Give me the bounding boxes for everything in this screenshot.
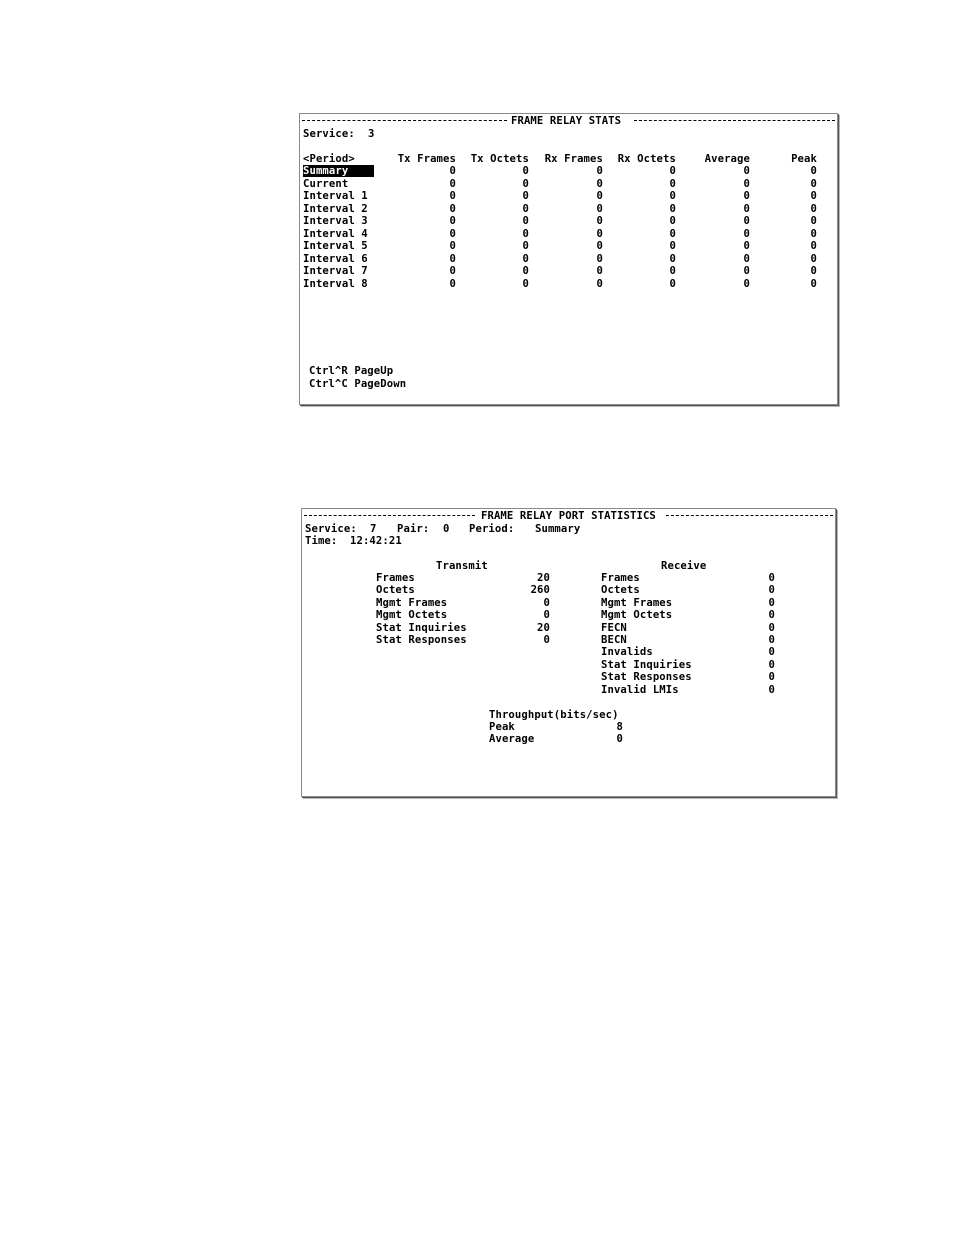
value-cell: 0	[810, 215, 817, 227]
title-rule-right	[634, 120, 835, 121]
value-cell: 0	[596, 202, 603, 215]
value-cell: 0	[743, 177, 750, 190]
receive-item-label: Mgmt Frames	[601, 596, 673, 609]
receive-item-value: 0	[768, 596, 775, 609]
value-cell: 0	[743, 165, 750, 177]
period-cell[interactable]: Interval 3	[303, 215, 368, 227]
value-cell: 0	[522, 227, 529, 240]
receive-item-label: Frames	[601, 572, 640, 584]
receive-item-value: 0	[768, 671, 775, 684]
receive-item-value: 0	[768, 609, 775, 622]
value-cell: 0	[810, 277, 817, 290]
receive-item-label: Mgmt Octets	[601, 609, 673, 622]
value-cell: 0	[669, 190, 676, 202]
time-value: 12:42:21	[350, 535, 402, 547]
value-cell: 0	[449, 252, 456, 265]
value-cell: 0	[743, 215, 750, 227]
period-cell[interactable]: Summary	[303, 165, 374, 177]
value-cell: 0	[522, 165, 529, 177]
transmit-item-value: 0	[543, 596, 550, 609]
receive-item-value: 0	[768, 572, 775, 584]
value-cell: 0	[449, 215, 456, 227]
value-cell: 0	[743, 190, 750, 202]
column-header-peak: Peak	[791, 153, 817, 165]
value-cell: 0	[669, 202, 676, 215]
value-cell: 0	[596, 215, 603, 227]
value-cell: 0	[669, 227, 676, 240]
hint-pageup: Ctrl^R PageUp	[309, 365, 394, 377]
period-cell[interactable]: Interval 8	[303, 277, 368, 290]
transmit-item-label: Stat Responses	[376, 634, 467, 646]
value-cell: 0	[743, 277, 750, 290]
period-cell[interactable]: Interval 2	[303, 202, 368, 215]
pair-label: Pair:	[397, 523, 430, 535]
value-cell: 0	[449, 240, 456, 252]
period-cell[interactable]: Interval 7	[303, 265, 368, 277]
value-cell: 0	[449, 165, 456, 177]
service-label: Service:	[305, 523, 357, 535]
period-cell[interactable]: Interval 1	[303, 190, 368, 202]
receive-item-label: Invalid LMIs	[601, 683, 679, 696]
value-cell: 0	[596, 265, 603, 277]
value-cell: 0	[743, 227, 750, 240]
receive-item-value: 0	[768, 634, 775, 646]
value-cell: 0	[669, 277, 676, 290]
value-cell: 0	[449, 227, 456, 240]
transmit-item-value: 0	[543, 634, 550, 646]
transmit-heading: Transmit	[436, 560, 488, 572]
value-cell: 0	[449, 202, 456, 215]
value-cell: 0	[596, 177, 603, 190]
value-cell: 0	[449, 265, 456, 277]
column-header-period: <Period>	[303, 153, 355, 165]
value-cell: 0	[743, 252, 750, 265]
value-cell: 0	[522, 177, 529, 190]
value-cell: 0	[596, 252, 603, 265]
service-label: Service:	[303, 128, 355, 140]
frame-relay-port-statistics-terminal	[301, 508, 836, 797]
hint-pagedown: Ctrl^C PageDown	[309, 378, 407, 390]
frame-relay-stats-terminal	[299, 113, 838, 405]
value-cell: 0	[669, 240, 676, 252]
transmit-item-value: 260	[530, 584, 550, 597]
transmit-item-label: Stat Inquiries	[376, 621, 467, 634]
pair-value: 0	[443, 523, 450, 535]
title-rule-right	[666, 515, 833, 516]
value-cell: 0	[669, 265, 676, 277]
value-cell: 0	[449, 277, 456, 290]
value-cell: 0	[669, 215, 676, 227]
value-cell: 0	[522, 252, 529, 265]
service-value: 7	[370, 523, 377, 535]
receive-item-label: Stat Responses	[601, 671, 692, 684]
column-header-rx-frames: Rx Frames	[544, 153, 603, 165]
value-cell: 0	[522, 202, 529, 215]
time-label: Time:	[305, 535, 338, 547]
value-cell: 0	[596, 240, 603, 252]
throughput-average-value: 0	[616, 733, 623, 745]
receive-item-value: 0	[768, 584, 775, 597]
period-value: Summary	[535, 523, 581, 535]
period-cell[interactable]: Current	[303, 177, 349, 190]
throughput-peak-value: 8	[616, 721, 623, 733]
value-cell: 0	[522, 277, 529, 290]
period-cell[interactable]: Interval 4	[303, 227, 368, 240]
throughput-heading: Throughput(bits/sec)	[489, 709, 619, 721]
value-cell: 0	[522, 215, 529, 227]
value-cell: 0	[449, 177, 456, 190]
receive-item-value: 0	[768, 658, 775, 671]
column-header-rx-octets: Rx Octets	[617, 153, 676, 165]
value-cell: 0	[596, 165, 603, 177]
transmit-item-value: 20	[537, 572, 550, 584]
column-header-tx-frames: Tx Frames	[397, 153, 456, 165]
value-cell: 0	[810, 227, 817, 240]
value-cell: 0	[449, 190, 456, 202]
value-cell: 0	[669, 177, 676, 190]
value-cell: 0	[810, 177, 817, 190]
throughput-average-label: Average	[489, 733, 535, 745]
receive-item-label: BECN	[601, 634, 627, 646]
value-cell: 0	[596, 277, 603, 290]
column-header-average: Average	[704, 153, 750, 165]
receive-item-label: Invalids	[601, 646, 653, 659]
value-cell: 0	[810, 240, 817, 252]
receive-item-value: 0	[768, 683, 775, 696]
stats-screen-title: FRAME RELAY STATS	[511, 115, 622, 127]
title-rule-left	[302, 120, 507, 121]
column-header-tx-octets: Tx Octets	[470, 153, 529, 165]
value-cell: 0	[810, 252, 817, 265]
value-cell: 0	[743, 202, 750, 215]
value-cell: 0	[522, 190, 529, 202]
transmit-item-label: Octets	[376, 584, 415, 597]
service-value: 3	[368, 128, 375, 140]
value-cell: 0	[522, 265, 529, 277]
receive-item-value: 0	[768, 621, 775, 634]
port-screen-title: FRAME RELAY PORT STATISTICS	[481, 510, 656, 522]
value-cell: 0	[669, 252, 676, 265]
value-cell: 0	[810, 165, 817, 177]
receive-item-label: FECN	[601, 621, 627, 634]
period-label: Period:	[469, 523, 515, 535]
value-cell: 0	[596, 190, 603, 202]
receive-item-label: Octets	[601, 584, 640, 597]
period-cell[interactable]: Interval 5	[303, 240, 368, 252]
value-cell: 0	[810, 265, 817, 277]
value-cell: 0	[743, 240, 750, 252]
transmit-item-value: 0	[543, 609, 550, 622]
value-cell: 0	[810, 202, 817, 215]
transmit-item-value: 20	[537, 621, 550, 634]
value-cell: 0	[669, 165, 676, 177]
transmit-item-label: Mgmt Octets	[376, 609, 448, 622]
value-cell: 0	[810, 190, 817, 202]
transmit-item-label: Frames	[376, 572, 415, 584]
receive-heading: Receive	[661, 560, 707, 572]
period-cell[interactable]: Interval 6	[303, 252, 368, 265]
transmit-item-label: Mgmt Frames	[376, 596, 448, 609]
throughput-peak-label: Peak	[489, 721, 515, 733]
value-cell: 0	[522, 240, 529, 252]
receive-item-value: 0	[768, 646, 775, 659]
value-cell: 0	[743, 265, 750, 277]
title-rule-left	[304, 515, 475, 516]
receive-item-label: Stat Inquiries	[601, 658, 692, 671]
value-cell: 0	[596, 227, 603, 240]
